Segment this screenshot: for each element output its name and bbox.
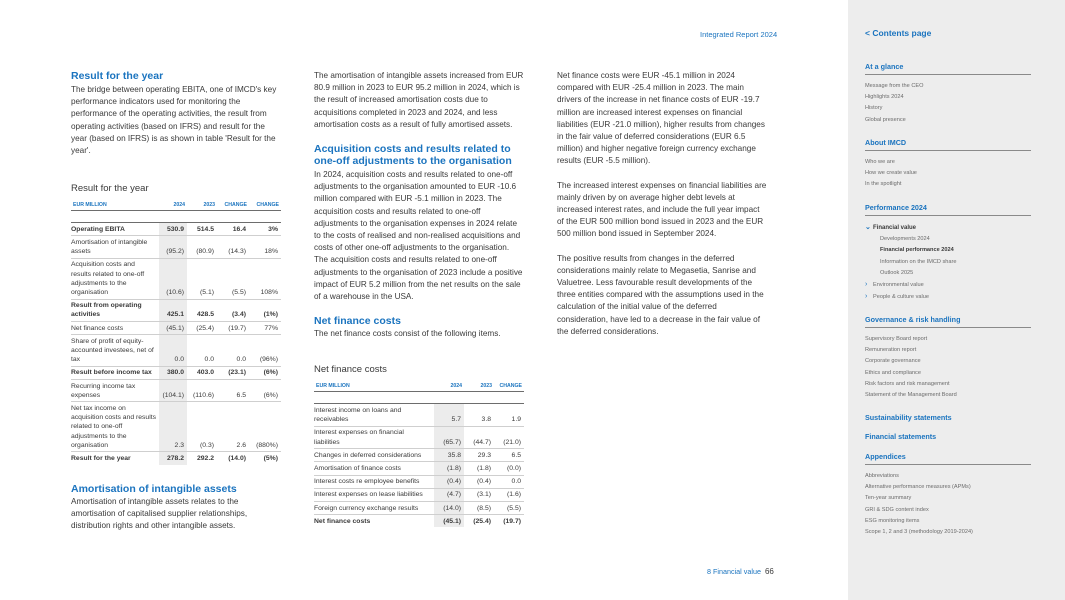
report-title: Integrated Report 2024 (700, 30, 778, 39)
table-row: Amortisation of finance costs (1.8) (1.8) (0.0) (314, 462, 524, 475)
result-for-year-table (71, 200, 281, 464)
table-header: CHANGE (217, 200, 249, 211)
nav-item-risk[interactable]: Risk factors and risk management (865, 380, 950, 387)
table-row: Changes in deferred considerations 35.8 29.3 6.5 (314, 449, 524, 462)
contents-sidebar (848, 0, 1065, 600)
nav-head-about[interactable]: About IMCD (865, 138, 1031, 151)
nav-item-spotlight[interactable]: In the spotlight (865, 181, 902, 188)
nav-head-at-a-glance[interactable]: At a glance (865, 62, 1031, 75)
nav-head-sustainability[interactable]: Sustainability statements (865, 413, 952, 422)
table-row: Share of profit of equity-accounted investees, net of tax 0.0 0.0 0.0 (96%) (71, 335, 281, 367)
table-row: Amortisation of intangible assets (95.2) (80.9) (14.3) 18% (71, 236, 281, 258)
nav-group-appendices (865, 452, 1031, 538)
contents-page-link[interactable]: < Contents page (865, 28, 932, 38)
nav-item-supervisory[interactable]: Supervisory Board report (865, 336, 928, 342)
table-row: Recurring income tax expenses (104.1) (110.6) 6.5 (6%) (71, 380, 281, 402)
net-finance-costs-intro: The net finance costs consist of the following items. (314, 329, 501, 339)
nav-item-message-ceo[interactable]: Message from the CEO (865, 83, 924, 89)
nav-item-statement[interactable]: Statement of the Management Board (865, 392, 957, 399)
nav-item-esg[interactable]: ESG monitoring items (865, 517, 920, 524)
table-row: Net finance costs (45.1) (25.4) (19.7) (314, 515, 524, 528)
nav-item-environmental[interactable]: › Environmental value (865, 279, 1031, 291)
nav-item-developments[interactable]: Developments 2024 (880, 236, 930, 243)
chevron-right-icon: › (865, 293, 868, 301)
chevron-down-icon: ⌄ (865, 224, 871, 231)
net-finance-table-title: Net finance costs (314, 364, 387, 376)
table-row: Interest income on loans and receivables 5.7 3.8 1.9 (314, 404, 524, 426)
nav-item-people[interactable]: › People & culture value (865, 291, 1031, 303)
nav-item-financial-performance[interactable]: Financial performance 2024 (880, 247, 954, 254)
column-3 (557, 70, 767, 338)
page-footer (707, 567, 774, 576)
net-finance-drivers-paragraph: Net finance costs were EUR -45.1 million in 2024 compared with EUR -25.4 million in 2023. The main drivers of the increase in net finance costs of EUR -19.7 million are increased interest expenses on financial liabilities (EUR -21.0 million), higher results from changes in the fair value of deferred considerations (EUR 6.5 million) and higher negative foreign currency exchange results (EUR -5.5 million). (557, 71, 765, 166)
net-finance-costs-heading: Net finance costs (314, 315, 401, 328)
table-row: Acquisition costs and results related to one-off adjustments to the organisation (10.6) (5.1) (5.5) 108% (71, 258, 281, 299)
nav-item-history[interactable]: History (865, 105, 883, 112)
nav-group-financial-statements (865, 432, 1031, 450)
chevron-right-icon: › (865, 281, 868, 289)
deferred-considerations-paragraph: The positive results from changes in the deferred considerations mainly relate to Megasetia, Sanrise and Valuetree. Less favourable result developments of the three entities compared with the assumptions used in the calculation of the initial value of the deferred consideration, have led to a decrease in the fair value of the deferred considerations. (557, 253, 764, 336)
table-header: 2024 (159, 200, 187, 211)
interest-expenses-paragraph: The increased interest expenses on financial liabilities are mainly driven by on average higher debt levels at increased interest rates, and include the full year impact of the EUR 500 million bond issued in 2023 and the EUR 500 million bond issued in September 2024. (557, 180, 767, 239)
nav-head-governance[interactable]: Governance & risk handling (865, 315, 1031, 328)
result-for-year-paragraph: The bridge between operating EBITA, one of IMCD's key performance indicators used for monitoring the performance of the operating activities, the result from operating activities (based on IFRS) and result for the year (based on IFRS) is as shown in table 'Result for the year'. (71, 85, 277, 156)
table-header: CHANGE (494, 381, 524, 392)
table-row: Net finance costs (45.1) (25.4) (19.7) 77% (71, 322, 281, 335)
nav-group-sustainability (865, 413, 1031, 431)
nav-item-remuneration[interactable]: Remuneration report (865, 347, 917, 354)
table-row: Result before income tax 380.0 403.0 (23.1) (6%) (71, 366, 281, 379)
nav-item-corporate-governance[interactable]: Corporate governance (865, 358, 921, 365)
nav-head-performance[interactable]: Performance 2024 (865, 203, 1031, 216)
column-1 (71, 70, 281, 532)
nav-item-global-presence[interactable]: Global presence (865, 116, 906, 123)
table-row: Result for the year 278.2 292.2 (14.0) (5%) (71, 452, 281, 465)
nav-item-scope[interactable]: Scope 1, 2 and 3 (methodology 2019-2024) (865, 529, 973, 536)
nav-item-financial-value[interactable]: ⌄ Financial value (865, 222, 1031, 234)
nav-group-about (865, 138, 1031, 191)
footer-section-link[interactable]: 8 Financial value (707, 567, 761, 576)
nav-head-appendices[interactable]: Appendices (865, 452, 1031, 465)
nav-item-ethics[interactable]: Ethics and compliance (865, 369, 921, 376)
nav-item-outlook[interactable]: Outlook 2025 (880, 269, 914, 276)
table-row: Operating EBITA 530.9 514.5 16.4 3% (71, 223, 281, 236)
table-header: EUR MILLION (314, 381, 434, 392)
result-table-title: Result for the year (71, 183, 149, 195)
table-header: 2023 (464, 381, 494, 392)
result-for-year-heading: Result for the year (71, 70, 164, 82)
nav-item-ten-year[interactable]: Ten-year summary (865, 495, 912, 502)
table-row: Interest costs re employee benefits (0.4) (0.4) 0.0 (314, 475, 524, 488)
nav-group-governance (865, 315, 1031, 401)
amortisation-heading: Amortisation of intangible assets (71, 482, 237, 495)
acquisition-costs-heading: Acquisition costs and results related to one-off adjustments to the organisation (314, 143, 512, 168)
amortisation-paragraph: Amortisation of intangible assets relates to the amortisation of capitalised supplier relationships, distribution rights and other intangible assets. (71, 496, 248, 531)
table-row: Interest expenses on lease liabilities (4.7) (3.1) (1.6) (314, 488, 524, 501)
nav-item-highlights[interactable]: Highlights 2024 (865, 94, 904, 101)
table-row: Result from operating activities 425.1 428.5 (3.4) (1%) (71, 299, 281, 321)
nav-item-abbreviations[interactable]: Abbreviations (865, 473, 899, 479)
table-row: Interest expenses on financial liabilities (65.7) (44.7) (21.0) (314, 426, 524, 448)
table-row: Net tax income on acquisition costs and results related to one-off adjustments to the organisation 2.3 (0.3) 2.6 (880%) (71, 402, 281, 452)
table-header: EUR MILLION (71, 200, 159, 211)
table-header: CHANGE (249, 200, 281, 211)
nav-item-gri[interactable]: GRI & SDG content index (865, 506, 929, 513)
nav-head-financial-statements[interactable]: Financial statements (865, 432, 937, 441)
net-finance-costs-table (314, 381, 524, 527)
page-number: 66 (764, 567, 774, 576)
nav-group-performance (865, 203, 1031, 303)
nav-item-apms[interactable]: Alternative performance measures (APMs) (865, 484, 971, 491)
table-row: Foreign currency exchange results (14.0) (8.5) (5.5) (314, 502, 524, 515)
nav-item-who-we-are[interactable]: Who we are (865, 159, 895, 165)
table-header: 2024 (434, 381, 464, 392)
acquisition-costs-paragraph: In 2024, acquisition costs and results related to one-off adjustments to the organisation amounted to EUR -10.6 million compared with EUR -5.1 million in 2023. The acquisition costs and results related to one-off adjustments to the organisation expenses in 2024 relate to the costs of realised and non-realised acquisitions and costs of other one-off adjustments to the organisation. The acquisition costs and results related to one-off adjustments to the organisation of 2023 include a positive impact of EUR 5.2 million from the net results on the sale of a warehouse in the USA. (314, 170, 523, 302)
column-2 (314, 70, 524, 527)
nav-group-at-a-glance (865, 62, 1031, 126)
amortisation-increase-paragraph: The amortisation of intangible assets increased from EUR 80.9 million in 2023 to EUR 95.2 million in 2024, which is the result of increased amortisation costs due to acquisitions completed in 2023 and 2024, and less amortisation costs as a result of fully amortised assets. (314, 71, 524, 129)
nav-item-imcd-share[interactable]: Information on the IMCD share (880, 258, 957, 265)
nav-item-create-value[interactable]: How we create value (865, 170, 917, 177)
table-header: 2023 (187, 200, 217, 211)
